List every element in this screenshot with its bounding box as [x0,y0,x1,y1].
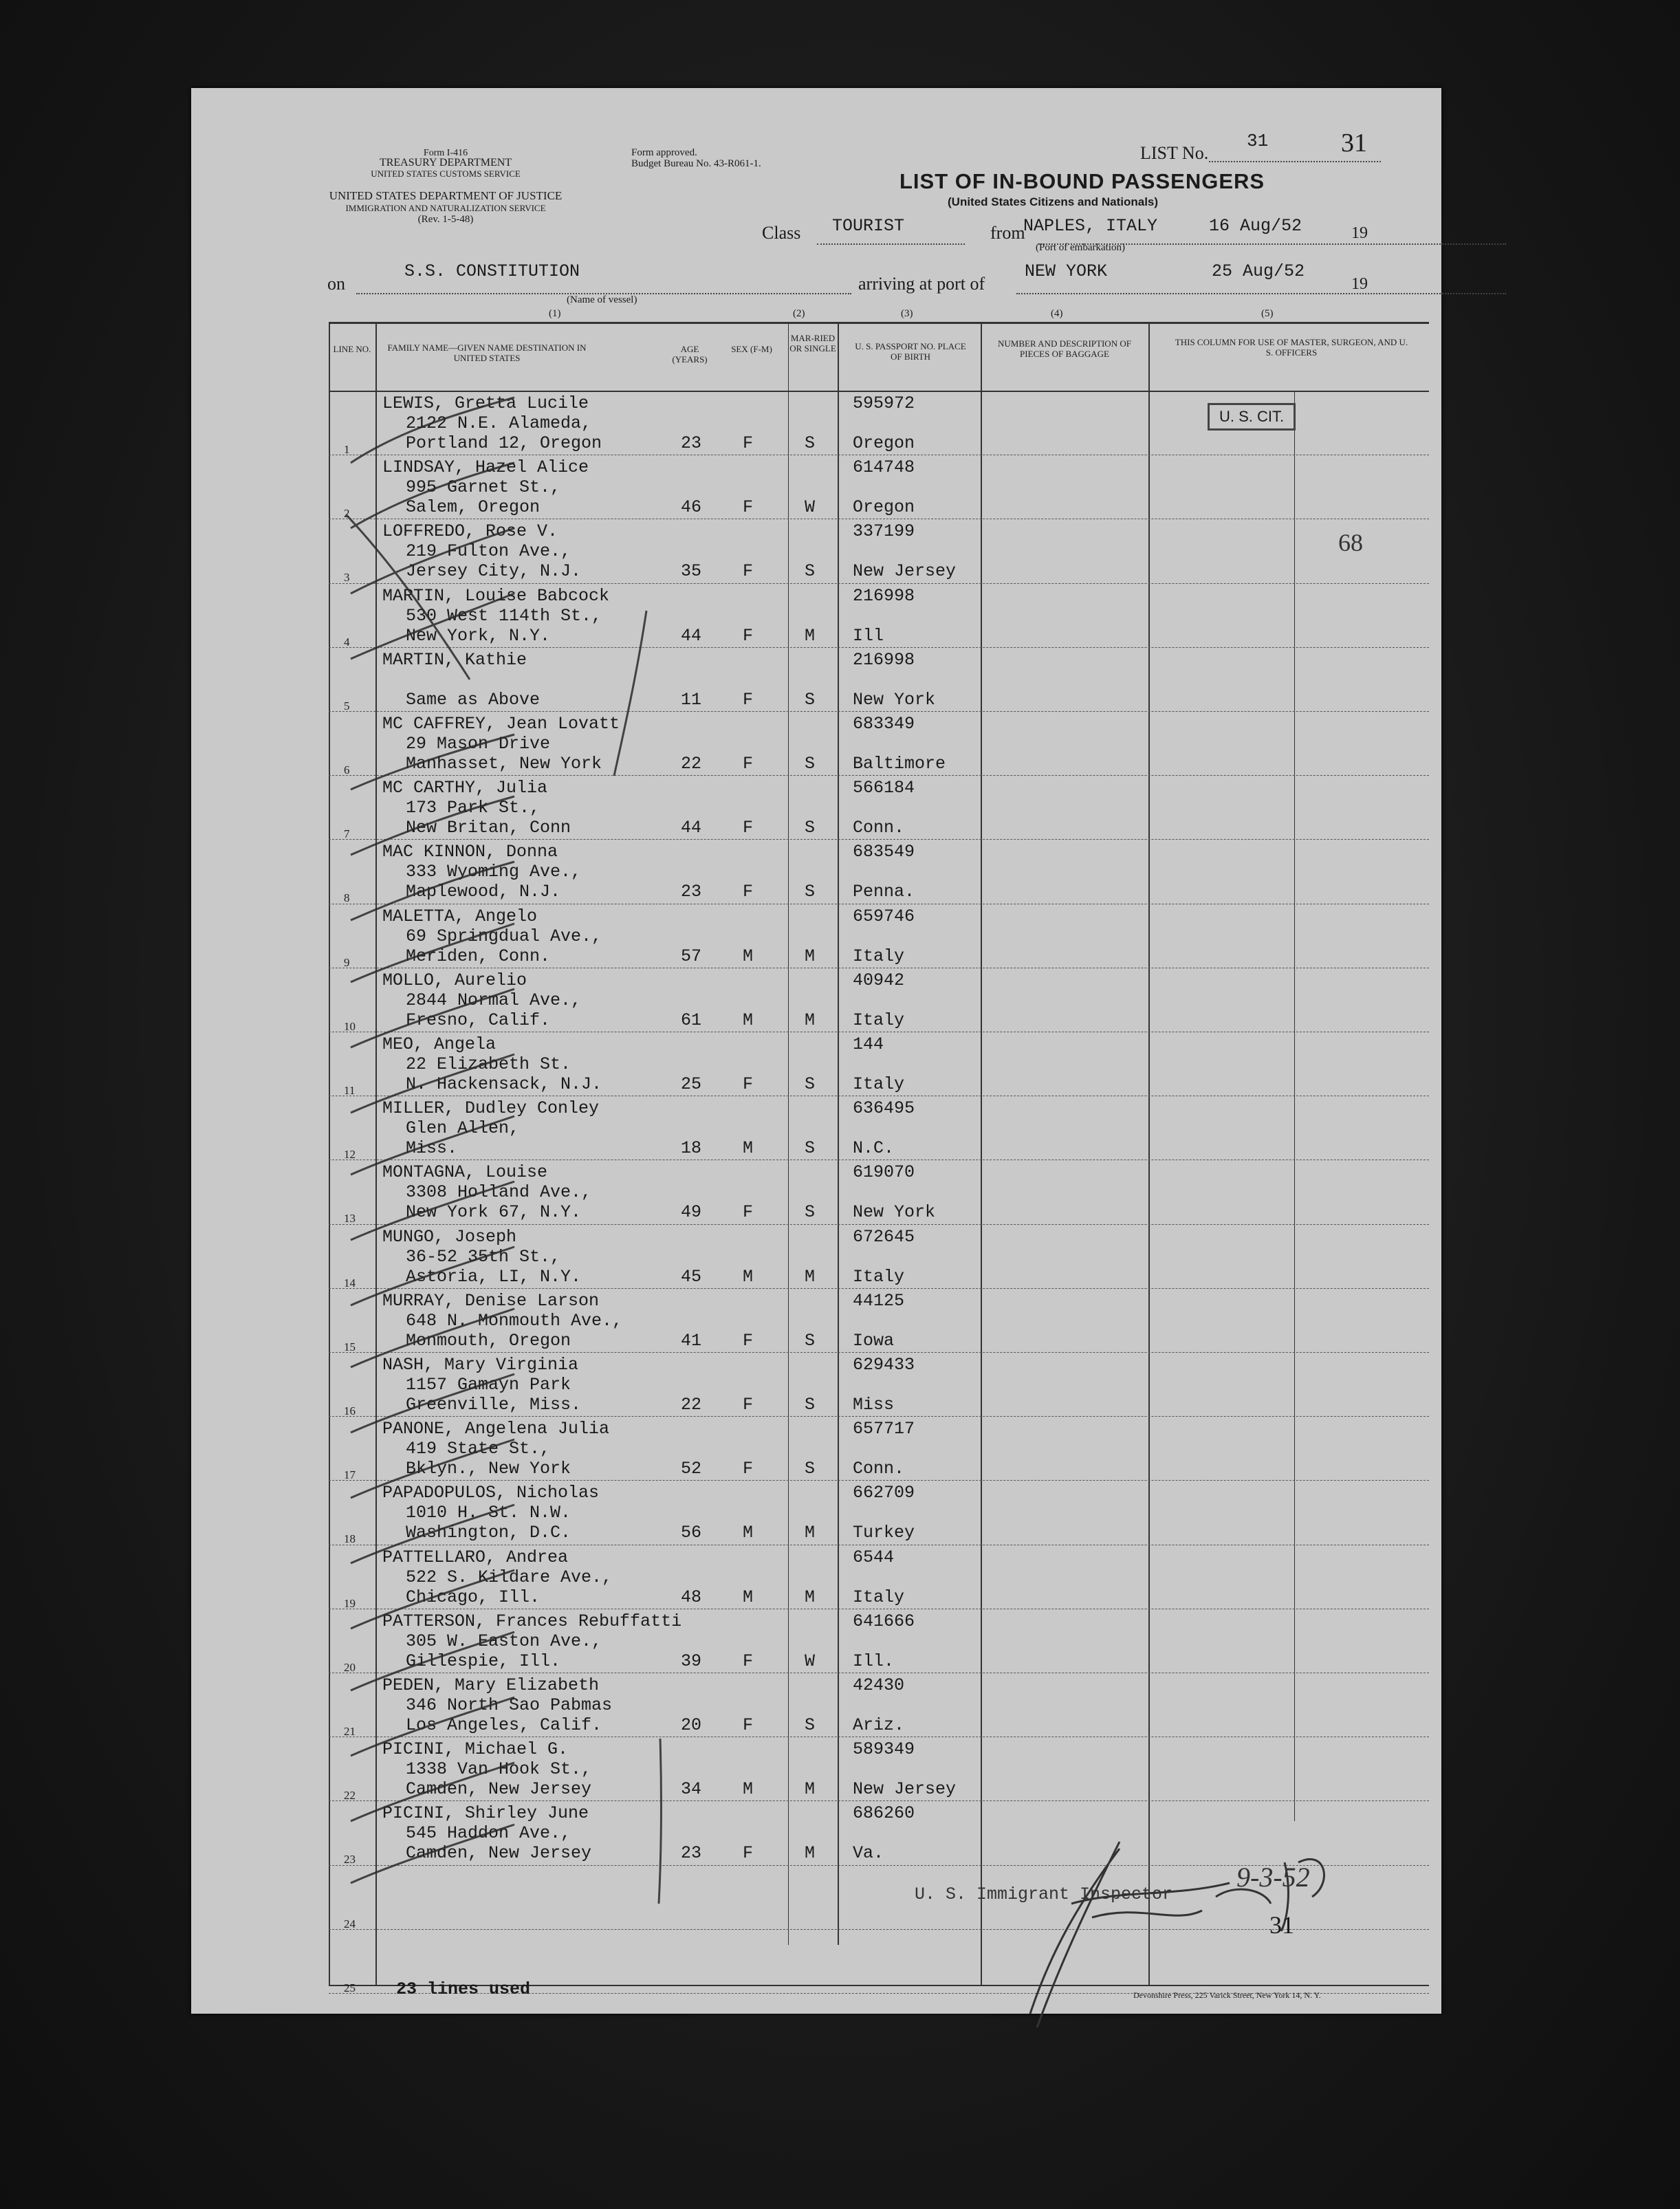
place-of-birth: Ill [853,625,884,646]
address-city: New York 67, N.Y. [406,1202,582,1223]
age: 25 [681,1074,702,1094]
passenger-name: MILLER, Dudley Conley [382,1098,600,1119]
marital-status: M [805,1587,816,1607]
margin-note: 68 [1338,529,1363,556]
line-number: 19 [344,1596,356,1610]
address-street: 419 State St., [406,1439,551,1459]
check-mark [351,528,514,594]
line-number: 3 [344,571,350,585]
list-no-stamp: 31 [1341,129,1367,157]
pencil-check-marks [191,88,1441,2014]
place-of-birth: N.C. [853,1138,895,1159]
form-number: Form I-416 [423,148,468,158]
sex: M [743,1587,754,1607]
address-street: 2122 N.E. Alameda, [406,413,592,433]
passenger-name: PAPADOPULOS, Nicholas [382,1483,600,1503]
age: 56 [681,1523,702,1543]
address-street: 2844 Normal Ave., [406,990,582,1010]
line-number: 2 [344,507,350,521]
sex: F [743,561,754,582]
year-label-2: 19 [1351,275,1368,293]
age: 35 [681,561,702,582]
passport-number: 619070 [853,1162,915,1183]
sex: F [743,1715,754,1735]
address-city: New Britan, Conn [406,818,571,838]
passenger-name: PATTERSON, Frances Rebuffatti [382,1611,682,1631]
age: 61 [681,1010,702,1030]
address-street: 29 Mason Drive [406,734,551,754]
address-city: N. Hackensack, N.J. [406,1074,602,1094]
sex: F [743,1459,754,1479]
marital-status: S [805,818,816,838]
marital-status: W [805,497,816,518]
header-officers: THIS COLUMN FOR USE OF MASTER, SURGEON, AND U. S. OFFICERS [1175,337,1408,358]
place-of-birth: Miss [853,1395,895,1415]
place-of-birth: Italy [853,1074,905,1094]
customs-service: UNITED STATES CUSTOMS SERVICE [371,168,521,179]
port-embarkation-label: (Port of embarkation) [1036,242,1125,253]
line-number: 22 [344,1789,356,1803]
place-of-birth: Conn. [853,818,905,838]
marital-status: M [805,1779,816,1800]
address-city: Same as Above [406,689,541,710]
sex: F [743,1330,754,1351]
sex: F [743,433,754,453]
marital-status: S [805,754,816,774]
address-city: Meriden, Conn. [406,946,551,966]
sex: F [743,1074,754,1094]
line-number: 6 [344,763,350,776]
marital-status: M [805,1010,816,1030]
passport-number: 6544 [853,1547,895,1567]
line-number: 5 [344,699,350,712]
passport-number: 683349 [853,714,915,734]
passport-number: 629433 [853,1355,915,1375]
place-of-birth: Ill. [853,1651,895,1671]
header-age: AGE (YEARS) [672,344,708,364]
age: 41 [681,1330,702,1351]
address-city: Jersey City, N.J. [406,561,582,582]
address-city: Monmouth, Oregon [406,1330,571,1351]
sex: M [743,1138,754,1159]
address-street: 22 Elizabeth St. [406,1054,571,1074]
age: 23 [681,1843,702,1864]
page-title: LIST OF IN-BOUND PASSENGERS [899,169,1265,193]
budget-bureau: Budget Bureau No. 43-R061-1. [631,158,761,169]
passport-number: 641666 [853,1611,915,1631]
sex: F [743,882,754,902]
passenger-name: MONTAGNA, Louise [382,1162,548,1183]
passport-number: 657717 [853,1419,915,1439]
address-city: Manhasset, New York [406,754,602,774]
passenger-name: MUNGO, Joseph [382,1226,517,1247]
col-num-1: (1) [549,308,561,319]
passport-number: 144 [853,1034,884,1054]
line-number: 21 [344,1725,356,1738]
arriving-label: arriving at port of [858,274,985,294]
header-passport: U. S. PASSPORT NO. PLACE OF BIRTH [855,341,966,362]
check-mark [351,1825,514,1883]
check-mark [351,1570,514,1629]
place-of-birth: Italy [853,1010,905,1030]
passport-number: 42430 [853,1675,905,1695]
check-mark [614,611,646,776]
passport-number: 686260 [853,1803,915,1824]
sex: M [743,1779,754,1800]
place-of-birth: New York [853,1202,936,1223]
place-of-birth: Ariz. [853,1715,905,1735]
line-number: 9 [344,955,350,969]
col-num-5: (5) [1261,308,1274,319]
marital-status: S [805,1202,816,1223]
age: 11 [681,689,702,710]
passport-number: 40942 [853,970,905,990]
header-married: MAR-RIED OR SINGLE [789,333,836,353]
age: 39 [681,1651,702,1671]
sex: M [743,1266,754,1287]
passport-number: 216998 [853,649,915,670]
line-number: 23 [344,1853,356,1867]
line-number: 12 [344,1148,356,1162]
age: 20 [681,1715,702,1735]
address-city: Fresno, Calif. [406,1010,551,1030]
passenger-name: LINDSAY, Hazel Alice [382,457,589,478]
passenger-name: LEWIS, Gretta Lucile [382,393,589,413]
address-city: Los Angeles, Calif. [406,1715,602,1735]
passport-number: 589349 [853,1739,915,1760]
age: 22 [681,754,702,774]
check-mark [351,1763,514,1821]
passport-number: 636495 [853,1098,915,1119]
address-city: Bklyn., New York [406,1459,571,1479]
line-number: 25 [344,1981,356,1994]
line-number: 8 [344,891,350,905]
passenger-name: MOLLO, Aurelio [382,970,527,990]
place-of-birth: Oregon [853,433,915,453]
address-street: 69 Springdual Ave., [406,926,602,946]
address-city: Greenville, Miss. [406,1395,582,1415]
age: 18 [681,1138,702,1159]
place-of-birth: Iowa [853,1330,895,1351]
place-of-birth: Penna. [853,882,915,902]
age: 45 [681,1266,702,1287]
from-label: from [990,223,1025,243]
address-street: 648 N. Monmouth Ave., [406,1310,623,1331]
sex: F [743,818,754,838]
line-number: 4 [344,635,350,649]
age: 34 [681,1779,702,1800]
check-mark [351,1439,514,1498]
check-mark [346,514,470,679]
passenger-name: MC CAFFREY, Jean Lovatt [382,714,620,734]
passport-number: 216998 [853,585,915,606]
marital-status: S [805,1074,816,1094]
marital-status: S [805,1138,816,1159]
passenger-name: NASH, Mary Virginia [382,1355,579,1375]
address-city: Miss. [406,1138,458,1159]
line-number: 7 [344,827,350,841]
marital-status: S [805,1459,816,1479]
header-sex: SEX (F-M) [731,344,772,354]
sex: F [743,754,754,774]
address-city: Camden, New Jersey [406,1779,592,1800]
sex: F [743,1843,754,1864]
sex: F [743,689,754,710]
col-num-2: (2) [793,308,805,319]
passenger-name: MARTIN, Kathie [382,649,527,670]
passport-number: 659746 [853,906,915,926]
line-number: 17 [344,1468,356,1482]
address-street: 1157 Gamayn Park [406,1375,571,1395]
place-of-birth: Turkey [853,1523,915,1543]
address-street: 1010 H. St. N.W. [406,1503,571,1523]
passenger-name: MEO, Angela [382,1034,497,1054]
printer-imprint: Devonshire Press, 225 Varick Street, New York 14, N. Y. [1133,1990,1321,2000]
line-number: 11 [344,1084,356,1097]
age: 22 [681,1395,702,1415]
passenger-name: MARTIN, Louise Babcock [382,585,610,606]
place-of-birth: Oregon [853,497,915,518]
address-street: 522 S. Kildare Ave., [406,1567,613,1587]
line-number: 10 [344,1019,356,1033]
from-value: NAPLES, ITALY [1023,216,1158,236]
list-no-label: LIST No. [1140,143,1209,163]
passenger-name: LOFFREDO, Rose V. [382,521,558,542]
age: 52 [681,1459,702,1479]
passport-number: 614748 [853,457,915,478]
check-mark [351,463,514,528]
check-mark [351,1116,514,1175]
place-of-birth: Italy [853,1266,905,1287]
sex: M [743,1523,754,1543]
address-city: Chicago, Ill. [406,1587,541,1607]
passport-number: 662709 [853,1483,915,1503]
line-number: 20 [344,1660,356,1674]
address-street: 305 W. Easton Ave., [406,1631,602,1651]
age: 57 [681,946,702,966]
sex: M [743,946,754,966]
check-mark [351,862,514,920]
marital-status: M [805,1843,816,1864]
address-street: Glen Allen, [406,1118,520,1139]
marital-status: S [805,561,816,582]
marital-status: S [805,1330,816,1351]
place-of-birth: Va. [853,1843,884,1864]
check-mark [351,1309,514,1367]
marital-status: M [805,625,816,646]
marital-status: S [805,882,816,902]
passenger-name: PICINI, Shirley June [382,1803,589,1824]
passenger-name: PICINI, Michael G. [382,1739,569,1760]
arrival-port: NEW YORK [1025,261,1108,281]
on-label: on [327,274,345,294]
check-mark [351,398,514,463]
check-mark [351,1247,514,1305]
address-street: 3308 Holland Ave., [406,1182,592,1203]
revision: (Rev. 1-5-48) [417,214,474,225]
sex: F [743,1651,754,1671]
passport-number: 44125 [853,1290,905,1311]
sex: F [743,1202,754,1223]
check-mark [351,1054,514,1113]
age: 49 [681,1202,702,1223]
place-of-birth: New Jersey [853,561,957,582]
sex: M [743,1010,754,1030]
form-approved: Form approved. [631,147,697,158]
line-number: 16 [344,1404,356,1417]
class-label: Class [762,223,801,243]
marital-status: M [805,1523,816,1543]
line-number: 24 [344,1917,356,1930]
check-mark [351,796,514,855]
address-street: 219 Fulton Ave., [406,541,571,562]
check-mark [351,924,514,982]
marital-status: S [805,433,816,453]
inspector-label: U. S. Immigrant Inspector [915,1884,1173,1904]
place-of-birth: Italy [853,946,905,966]
address-street: 530 West 114th St., [406,605,602,626]
address-street: 545 Haddon Ave., [406,1823,571,1844]
address-street: 346 North Sao Pabmas [406,1695,613,1715]
passenger-name: MAC KINNON, Donna [382,842,558,862]
place-of-birth: Baltimore [853,754,946,774]
marital-status: S [805,1395,816,1415]
passenger-name: MALETTA, Angelo [382,906,538,926]
col-num-4: (4) [1051,308,1063,319]
address-city: Maplewood, N.J. [406,882,561,902]
sex: F [743,1395,754,1415]
arrival-date: 25 Aug/52 [1212,261,1305,281]
passport-number: 595972 [853,393,915,413]
passport-number: 683549 [853,842,915,862]
year-label: 19 [1351,224,1368,242]
bracket-mark [659,1739,661,1904]
line-number: 1 [344,443,350,456]
passenger-name: PANONE, Angelena Julia [382,1419,610,1439]
vessel-label: (Name of vessel) [567,294,637,305]
line-number: 15 [344,1340,356,1353]
passport-number: 337199 [853,521,915,542]
check-mark [351,1505,514,1563]
passenger-name: MURRAY, Denise Larson [382,1290,600,1311]
address-city: Gillespie, Ill. [406,1651,561,1671]
marital-status: W [805,1651,816,1671]
passport-number: 672645 [853,1226,915,1247]
passenger-name: MC CARTHY, Julia [382,778,548,798]
justice-dept: UNITED STATES DEPARTMENT OF JUSTICE [329,189,563,202]
passenger-name: PATTELLARO, Andrea [382,1547,569,1567]
passport-number: 566184 [853,778,915,798]
lines-used: 23 lines used [396,1979,531,1999]
list-no-typed: 31 [1247,131,1269,151]
age: 23 [681,433,702,453]
address-city: Salem, Oregon [406,497,541,518]
marital-status: M [805,1266,816,1287]
ins-service: IMMIGRATION AND NATURALIZATION SERVICE [345,203,546,213]
marital-status: M [805,946,816,966]
place-of-birth: Conn. [853,1459,905,1479]
departure-date: 16 Aug/52 [1209,216,1302,236]
header-baggage: NUMBER AND DESCRIPTION OF PIECES OF BAGGAGE [998,338,1131,359]
address-street: 995 Garnet St., [406,477,561,498]
signature-date: 9-3-52 [1236,1862,1310,1893]
passenger-name: PEDEN, Mary Elizabeth [382,1675,600,1695]
treasury-dept: TREASURY DEPARTMENT [379,157,512,168]
address-street: 1338 Van Hook St., [406,1759,592,1780]
age: 23 [681,882,702,902]
vessel-name: S.S. CONSTITUTION [404,261,580,281]
place-of-birth: New York [853,689,936,710]
line-number: 14 [344,1276,356,1290]
page-number: 31 [1269,1911,1294,1939]
sex: F [743,625,754,646]
header-line-no: LINE NO. [333,344,371,354]
age: 44 [681,818,702,838]
class-value: TOURIST [832,216,905,236]
address-city: Astoria, LI, N.Y. [406,1266,582,1287]
header-name: FAMILY NAME—GIVEN NAME DESTINATION IN UNITED STATES [387,342,587,363]
col-num-3: (3) [901,308,913,319]
address-street: 173 Park St., [406,798,541,818]
marital-status: S [805,689,816,710]
address-city: Camden, New Jersey [406,1843,592,1864]
age: 44 [681,625,702,646]
check-mark [351,594,514,659]
address-street: 333 Wyoming Ave., [406,862,582,882]
marital-status: S [805,1715,816,1735]
check-mark [351,1632,514,1690]
check-mark [351,1697,514,1756]
inspector-signature [913,1821,1395,2069]
check-mark [351,734,514,790]
check-mark [351,989,514,1047]
address-city: Portland 12, Oregon [406,433,602,453]
manifest-page [191,88,1441,2014]
address-city: New York, N.Y. [406,625,551,646]
address-city: Washington, D.C. [406,1523,571,1543]
line-number: 18 [344,1532,356,1546]
sex: F [743,497,754,518]
place-of-birth: Italy [853,1587,905,1607]
us-citizen-stamp: U. S. CIT. [1208,403,1296,431]
address-street: 36-52 35th St., [406,1246,561,1267]
check-mark [351,1182,514,1240]
age: 48 [681,1587,702,1607]
line-number: 13 [344,1212,356,1226]
place-of-birth: New Jersey [853,1779,957,1800]
age: 46 [681,497,702,518]
check-mark [351,1374,514,1433]
page-subtitle: (United States Citizens and Nationals) [948,195,1159,208]
